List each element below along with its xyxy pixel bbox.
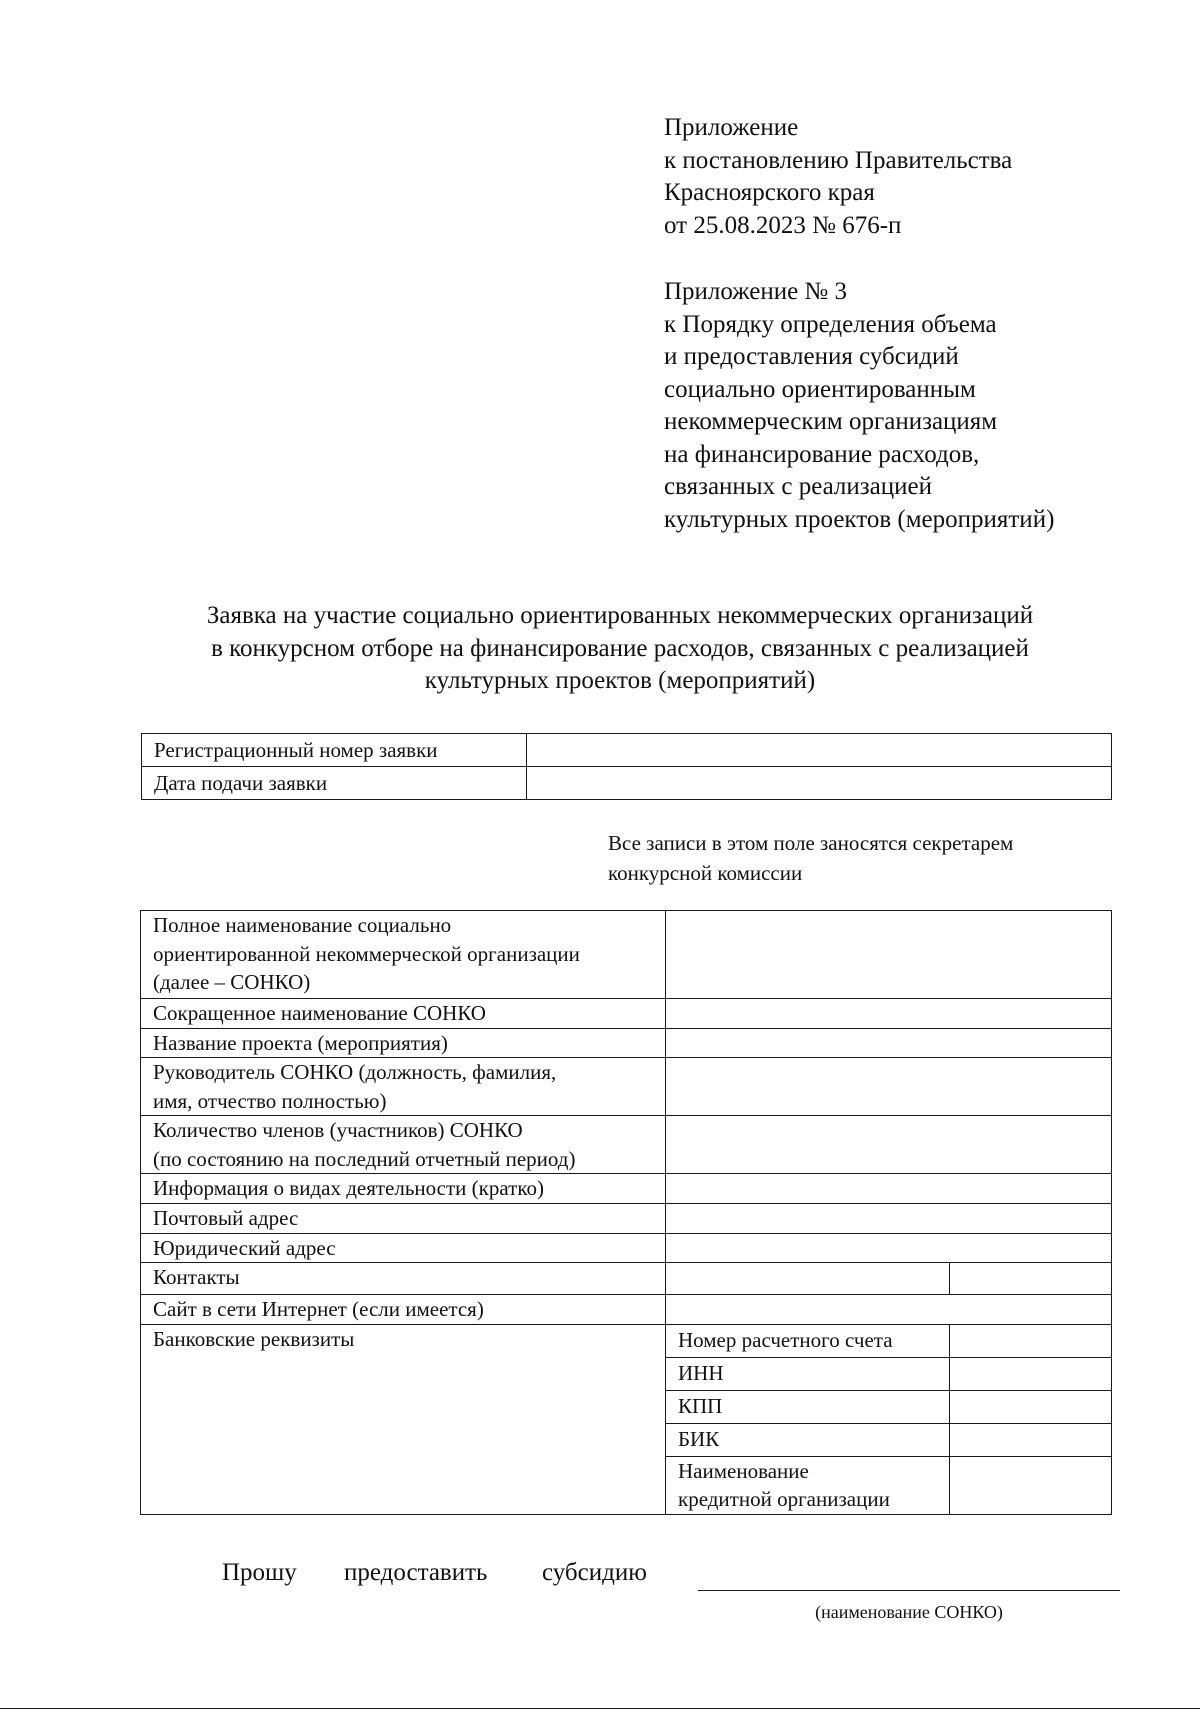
table-row — [141, 1324, 1112, 1357]
appendix-3-line: культурных проектов (мероприятий) — [664, 505, 1055, 533]
label-line: (по состоянию на последний отчетный период) — [153, 1146, 576, 1171]
appendix-1-line: Приложение — [664, 114, 799, 141]
appendix-3-block — [664, 276, 1144, 536]
kpp-label: КПП — [666, 1390, 950, 1423]
website-label: Сайт в сети Интернет (если имеется) — [141, 1295, 666, 1325]
request-word: предоставить — [344, 1559, 488, 1586]
appendix-3-line: некоммерческим организациям — [664, 408, 998, 435]
registration-table — [141, 733, 1112, 800]
appendix-3-line: и предоставления субсидий — [664, 343, 959, 370]
appendix-1-line: Красноярского края — [664, 179, 875, 206]
label-line: кредитной организации — [678, 1487, 890, 1511]
secretary-note — [608, 829, 1013, 888]
inn-label: ИНН — [666, 1357, 950, 1390]
table-row — [141, 999, 1112, 1029]
kpp-field[interactable] — [950, 1390, 1112, 1423]
legal-address-field[interactable] — [666, 1233, 1112, 1263]
label-line: ориентированной некоммерческой организации — [153, 941, 580, 966]
appendix-3-line: социально ориентированным — [664, 375, 976, 403]
activities-label: Информация о видах деятельности (кратко) — [141, 1174, 666, 1204]
table-row — [141, 1058, 1112, 1116]
legal-address-label: Юридический адрес — [141, 1233, 666, 1263]
account-number-label: Номер расчетного счета — [666, 1324, 950, 1357]
bank-name-field[interactable] — [950, 1456, 1112, 1514]
activities-field[interactable] — [666, 1174, 1112, 1204]
registration-number-field[interactable] — [527, 734, 1112, 767]
postal-address-label: Почтовый адрес — [141, 1204, 666, 1234]
director-field[interactable] — [666, 1058, 1112, 1116]
appendix-3-line: к Порядку определения объема — [664, 310, 997, 338]
appendix-1-line: от 25.08.2023 № 676-п — [664, 211, 902, 239]
table-row — [141, 1295, 1112, 1325]
organization-table — [140, 910, 1112, 1515]
scan-edge-divider — [0, 1708, 1200, 1709]
registration-number-label: Регистрационный номер заявки — [142, 734, 527, 767]
title-line: в конкурсном отборе на финансирование расходов, связанных с реализацией — [211, 634, 1029, 662]
secretary-note-line: Все записи в этом поле заносятся секретарем — [608, 831, 1014, 855]
postal-address-field[interactable] — [666, 1204, 1112, 1234]
inn-field[interactable] — [950, 1357, 1112, 1390]
label-line: Наименование — [678, 1458, 809, 1483]
appendix-3-line: Приложение № 3 — [664, 278, 848, 305]
organization-name-caption: (наименование СОНКО) — [815, 1602, 1003, 1622]
table-row — [141, 1116, 1112, 1174]
appendix-3-line: на финансирование расходов, — [664, 440, 980, 468]
organization-name-blank[interactable] — [698, 1590, 1120, 1591]
label-line: Руководитель СОНКО (должность, фамилия, — [153, 1060, 557, 1084]
contacts-field-extra[interactable] — [950, 1263, 1112, 1295]
director-label — [141, 1058, 666, 1116]
table-row — [142, 734, 1112, 767]
website-field[interactable] — [666, 1295, 1112, 1325]
table-row — [141, 1028, 1112, 1058]
appendix-1-line: к постановлению Правительства — [664, 146, 1013, 174]
short-name-field[interactable] — [666, 999, 1112, 1029]
short-name-label: Сокращенное наименование СОНКО — [141, 999, 666, 1029]
table-row — [141, 1233, 1112, 1263]
full-name-label — [141, 911, 666, 999]
appendix-3-line: связанных с реализацией — [664, 473, 932, 500]
document-title — [120, 600, 1120, 698]
members-count-field[interactable] — [666, 1116, 1112, 1174]
label-line: имя, отчество полностью) — [153, 1088, 387, 1113]
label-line: (далее – СОНКО) — [153, 970, 311, 994]
request-word: субсидию — [542, 1559, 647, 1586]
full-name-field[interactable] — [666, 911, 1112, 999]
label-line: Полное наименование социально — [153, 913, 452, 937]
submission-date-field[interactable] — [527, 767, 1112, 800]
title-line: Заявка на участие социально ориентированных некоммерческих организаций — [206, 602, 1034, 629]
project-name-label: Название проекта (мероприятия) — [141, 1028, 666, 1058]
bank-name-label — [666, 1456, 950, 1514]
secretary-note-line: конкурсной комиссии — [608, 860, 803, 885]
contacts-field[interactable] — [666, 1263, 950, 1295]
table-row — [141, 1204, 1112, 1234]
account-number-field[interactable] — [950, 1324, 1112, 1357]
table-row — [141, 911, 1112, 999]
table-row — [141, 1174, 1112, 1204]
project-name-field[interactable] — [666, 1028, 1112, 1058]
title-line: культурных проектов (мероприятий) — [424, 667, 816, 694]
table-row — [141, 1263, 1112, 1295]
appendix-1-block — [664, 112, 1144, 242]
contacts-label: Контакты — [141, 1263, 666, 1295]
request-word: Прошу — [222, 1559, 297, 1586]
table-row — [142, 767, 1112, 800]
label-line: Количество членов (участников) СОНКО — [153, 1118, 523, 1142]
submission-date-label: Дата подачи заявки — [142, 767, 527, 800]
bank-details-label: Банковские реквизиты — [141, 1324, 666, 1514]
bik-label: БИК — [666, 1423, 950, 1456]
members-count-label — [141, 1116, 666, 1174]
bik-field[interactable] — [950, 1423, 1112, 1456]
